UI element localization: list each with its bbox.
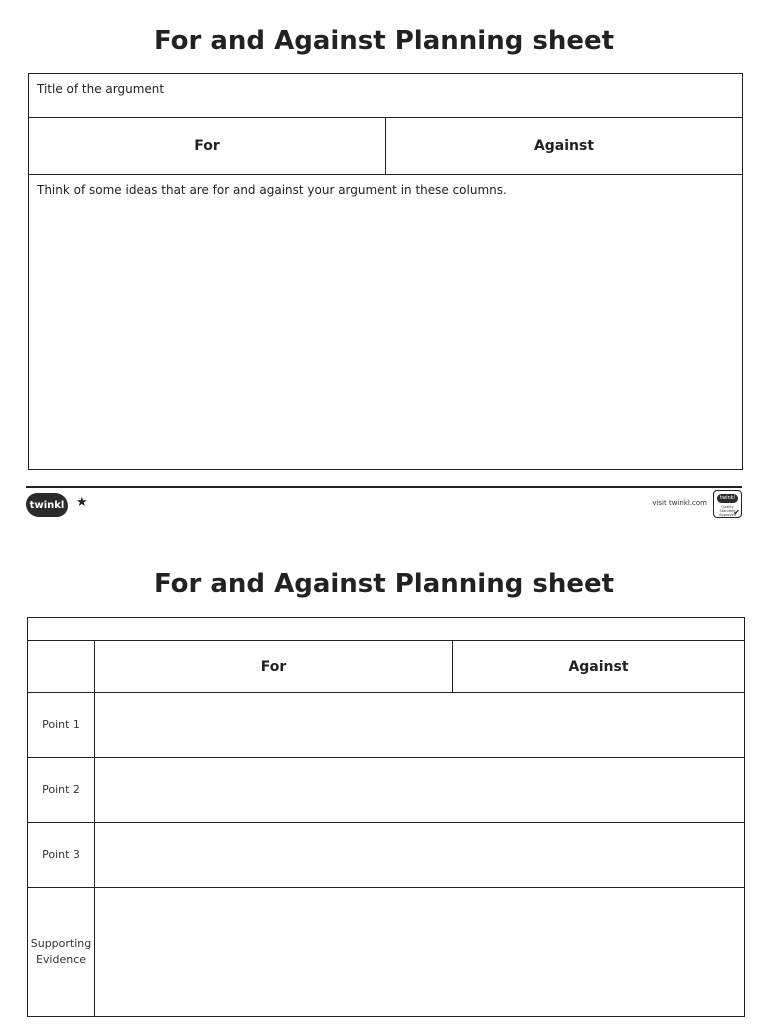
planning-table-2 bbox=[27, 617, 745, 1017]
for-column-header: For bbox=[95, 641, 453, 692]
page-title-1: For and Against Planning sheet bbox=[153, 26, 615, 56]
page-title-2: For and Against Planning sheet bbox=[153, 569, 615, 599]
argument-title-label: Title of the argument bbox=[37, 82, 165, 96]
star-icon: ★ bbox=[76, 495, 88, 510]
twinkl-logo: twinkl bbox=[26, 493, 68, 517]
title-row[interactable] bbox=[28, 618, 744, 641]
argument-title-row[interactable] bbox=[29, 74, 742, 118]
supporting-evidence-cell[interactable] bbox=[95, 888, 744, 1016]
planning-table-1 bbox=[28, 73, 743, 470]
check-icon: ✔ bbox=[733, 508, 740, 517]
row-label: Supporting Evidence bbox=[28, 888, 95, 1016]
quality-badge-icon bbox=[713, 490, 742, 518]
for-column-header: For bbox=[29, 118, 386, 174]
instruction-text: Think of some ideas that are for and against your argument in these columns. bbox=[37, 183, 507, 197]
badge-text: Quality Standard Approved bbox=[719, 505, 736, 517]
point-1-cell[interactable] bbox=[95, 693, 744, 757]
ideas-area[interactable] bbox=[29, 175, 742, 469]
visit-link-text: visit twinkl.com bbox=[652, 499, 707, 507]
row-label: Point 1 bbox=[28, 693, 95, 757]
badge-logo: twinkl bbox=[717, 494, 738, 503]
column-header-row bbox=[29, 118, 742, 175]
footer-divider bbox=[26, 486, 742, 488]
point-2-cell[interactable] bbox=[95, 758, 744, 822]
against-column-header: Against bbox=[568, 658, 629, 675]
table-row bbox=[28, 823, 744, 888]
row-label: Point 2 bbox=[28, 758, 95, 822]
table-row bbox=[28, 693, 744, 758]
against-column-header: Against bbox=[533, 138, 595, 154]
table-row bbox=[28, 758, 744, 823]
point-3-cell[interactable] bbox=[95, 823, 744, 887]
header-row bbox=[28, 641, 744, 693]
table-row bbox=[28, 888, 744, 1016]
corner-cell bbox=[28, 641, 95, 692]
row-label: Point 3 bbox=[28, 823, 95, 887]
